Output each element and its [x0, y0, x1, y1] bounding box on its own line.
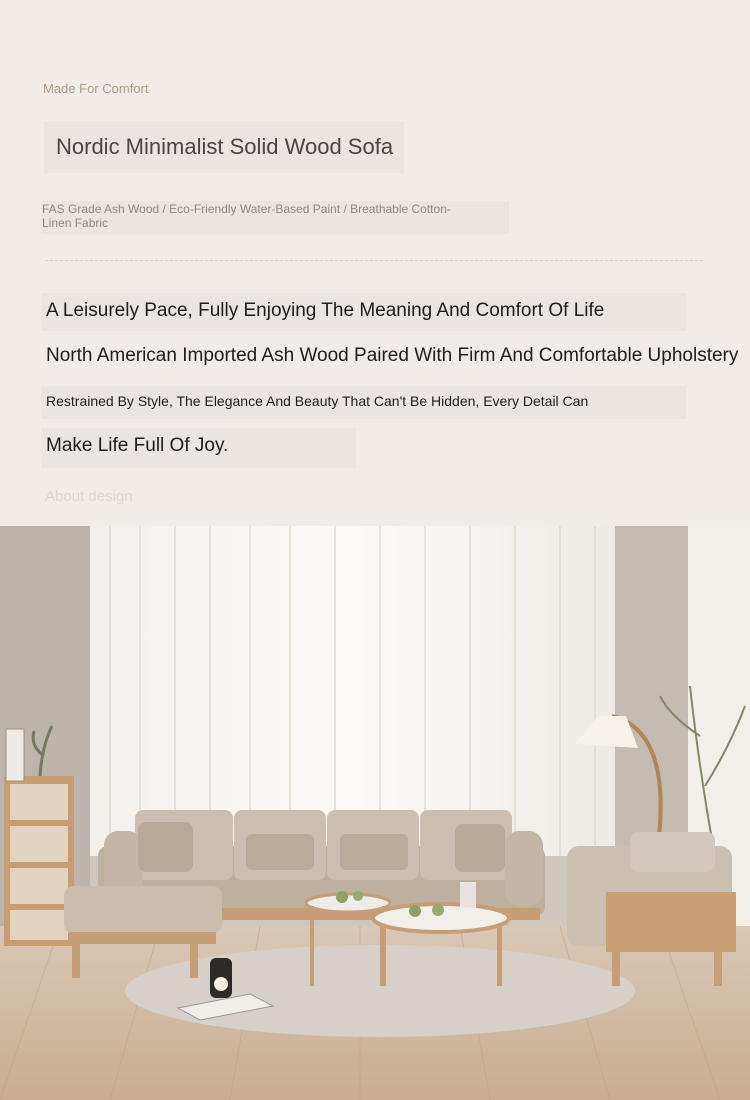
- copy-line-3: Restrained By Style, The Elegance And Beauty That Can't Be Hidden, Every Detail Can: [46, 393, 589, 409]
- intro-section: [0, 0, 750, 526]
- product-subtitle: FAS Grade Ash Wood / Eco-Friendly Water-Based Paint / Breathable Cotton-Linen Fabric: [42, 202, 451, 230]
- living-room-photo: [0, 526, 750, 1100]
- about-design-label: About design: [45, 488, 133, 505]
- copy-line-1: A Leisurely Pace, Fully Enjoying The Meaning And Comfort Of Life: [46, 300, 605, 321]
- product-title: Nordic Minimalist Solid Wood Sofa: [56, 134, 394, 159]
- bookshelf: [4, 776, 74, 946]
- wall-frame: [6, 729, 24, 781]
- section-tag: Made For Comfort: [43, 81, 149, 96]
- copy-line-2: North American Imported Ash Wood Paired With Firm And Comfortable Upholstery: [46, 345, 739, 366]
- divider: [45, 260, 703, 261]
- copy-line-4: Make Life Full Of Joy.: [46, 435, 229, 456]
- curtain: [90, 526, 615, 856]
